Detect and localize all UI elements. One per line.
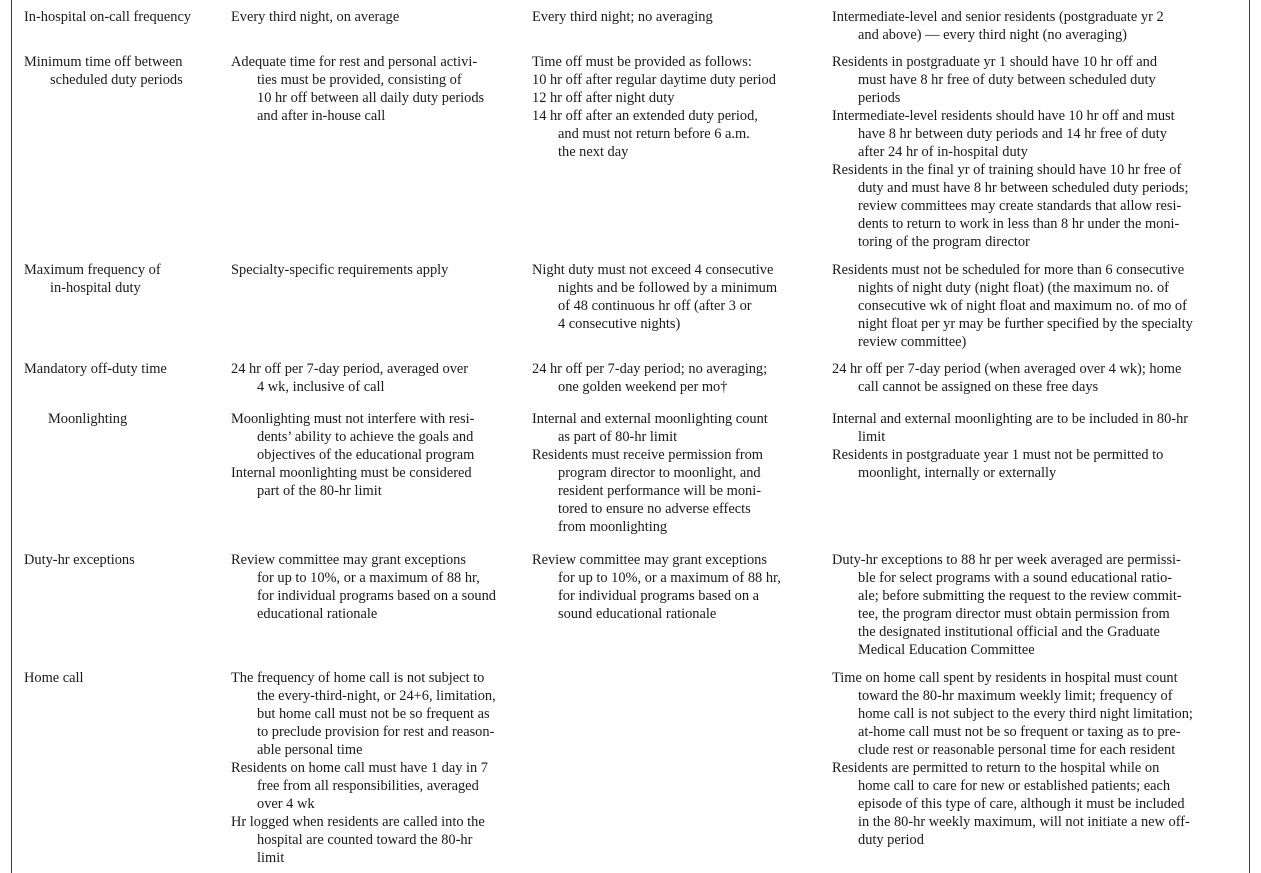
cell-col3 — [832, 53, 1244, 251]
cell-paragraph: Residents in postgraduate year 1 must not be permitted to moonlight, internally or externally — [832, 447, 1164, 481]
cell-paragraph: Internal and external moonlighting are to be included in 80-hr limit — [832, 411, 1189, 445]
cell-paragraph: The frequency of home call is not subject to the every-third-night, or 24+6, limitation, but home call must not be so frequent as to preclude provision for rest and reason- able personal time — [231, 670, 496, 758]
cell-paragraph: Intermediate-level residents should have 10 hr off and must have 8 hr between duty periods and 14 hr free of duty after 24 hr of in-hospital duty — [832, 108, 1175, 160]
cell-paragraph: Time on home call spent by residents in hospital must count toward the 80-hr maximum weekly limit; frequency of home call is not subject to the every third night limitation; at-home call must not be so frequent or taxing as to pre- clude rest or reasonable personal time for each resident — [832, 670, 1193, 758]
cell-col3 — [832, 410, 1244, 482]
cell-col2 — [532, 53, 824, 161]
cell-paragraph: Every third night; no averaging — [532, 9, 713, 25]
row-label: In-hospital on-call frequency — [24, 9, 192, 25]
row-label: Minimum time off between scheduled duty periods — [24, 54, 183, 88]
cell-paragraph: Specialty-specific requirements apply — [231, 262, 449, 278]
cell-col2 — [532, 8, 824, 26]
cell-paragraph: Time off must be provided as follows: — [532, 54, 752, 70]
row-label: Home call — [24, 670, 84, 686]
cell-paragraph: Residents in postgraduate yr 1 should have 10 hr off and must have 8 hr free of duty between scheduled duty periods — [832, 54, 1158, 106]
cell-col1 — [231, 360, 531, 396]
cell-paragraph: Residents in the final yr of training should have 10 hr free of duty and must have 8 hr between scheduled duty periods; review committees may create standards that allow resi- dents to return to work in less than 8 hr under the moni- toring of the program director — [832, 162, 1189, 250]
cell-paragraph: Every third night, on average — [231, 9, 400, 25]
cell-paragraph: 14 hr off after an extended duty period, and must not return before 6 a.m. the next day — [532, 108, 758, 160]
row-label: Moonlighting — [48, 411, 128, 427]
row-label-cell — [24, 261, 224, 297]
row-label-cell — [24, 8, 224, 26]
row-label: Duty-hr exceptions — [24, 552, 135, 568]
cell-col3 — [832, 360, 1244, 396]
table-left-rule — [11, 0, 12, 873]
row-label-cell — [24, 53, 224, 89]
cell-paragraph: 24 hr off per 7-day period (when averaged over 4 wk); home call cannot be assigned on these free days — [832, 361, 1182, 395]
cell-paragraph: 10 hr off after regular daytime duty period — [532, 72, 776, 88]
cell-col1 — [231, 8, 531, 26]
cell-paragraph: 12 hr off after night duty — [532, 90, 675, 106]
row-label-cell — [24, 669, 224, 687]
cell-paragraph: Hr logged when residents are called into the hospital are counted toward the 80-hr limit — [231, 814, 485, 866]
cell-col3 — [832, 8, 1244, 44]
row-label-cell — [24, 410, 248, 428]
cell-col1 — [231, 261, 531, 279]
row-label: Mandatory off-duty time — [24, 361, 167, 377]
cell-paragraph: Residents are permitted to return to the hospital while on home call to care for new or established patients; each episode of this type of care, although it must be included in the 80-hr weekly maximum, will not initiate a new off- duty period — [832, 760, 1190, 848]
cell-col3 — [832, 669, 1244, 849]
cell-col3 — [832, 261, 1244, 351]
cell-paragraph: 24 hr off per 7-day period, averaged over 4 wk, inclusive of call — [231, 361, 469, 395]
cell-paragraph: Internal and external moonlighting count as part of 80-hr limit — [532, 411, 768, 445]
cell-paragraph: 24 hr off per 7-day period; no averaging; one golden weekend per mo† — [532, 361, 768, 395]
cell-paragraph: Night duty must not exceed 4 consecutive nights and be followed by a minimum of 48 continuous hr off (after 3 or 4 consecutive nights) — [532, 262, 778, 332]
cell-col2 — [532, 261, 824, 333]
row-label-cell — [24, 360, 224, 378]
cell-col1 — [231, 669, 531, 867]
cell-paragraph: Intermediate-level and senior residents (postgraduate yr 2 and above) — every third night (no averaging) — [832, 9, 1164, 43]
cell-paragraph: Residents on home call must have 1 day in 7 free from all responsibilities, averaged over 4 wk — [231, 760, 488, 812]
cell-paragraph: Duty-hr exceptions to 88 hr per week averaged are permissi- ble for select programs with a sound educational ratio- ale; before submitting the request to the review commit- tee, the program director must obtain permission from the designated institutional official and the Graduate Medical Education Committee — [832, 552, 1182, 658]
cell-paragraph: Moonlighting must not interfere with resi- dents’ ability to achieve the goals and objectives of the educational program — [231, 411, 475, 463]
cell-col1 — [231, 410, 531, 500]
table-right-rule — [1249, 0, 1250, 873]
cell-col1 — [231, 551, 531, 623]
cell-col3 — [832, 551, 1244, 659]
cell-paragraph: Review committee may grant exceptions for up to 10%, or a maximum of 88 hr, for individual programs based on a sound educational rationale — [532, 552, 781, 622]
cell-col1 — [231, 53, 531, 125]
cell-paragraph: Residents must receive permission from program director to moonlight, and resident performance will be moni- tored to ensure no adverse effects from moonlighting — [532, 447, 764, 535]
cell-col2 — [532, 360, 824, 396]
row-label: Maximum frequency of in-hospital duty — [24, 262, 161, 296]
cell-col2 — [532, 551, 824, 623]
cell-paragraph: Review committee may grant exceptions for up to 10%, or a maximum of 88 hr, for individual programs based on a sound educational rationale — [231, 552, 496, 622]
cell-paragraph: Residents must not be scheduled for more than 6 consecutive nights of night duty (night float) (the maximum no. of consecutive wk of night float and maximum no. of mo of night float per yr may be further specified by the specialty review committee) — [832, 262, 1193, 350]
row-label-cell — [24, 551, 224, 569]
cell-col2 — [532, 410, 824, 536]
cell-paragraph: Adequate time for rest and personal activi- ties must be provided, consisting of 10 hr off between all daily duty periods and after in-house call — [231, 54, 485, 124]
cell-paragraph: Internal moonlighting must be considered part of the 80-hr limit — [231, 465, 472, 499]
